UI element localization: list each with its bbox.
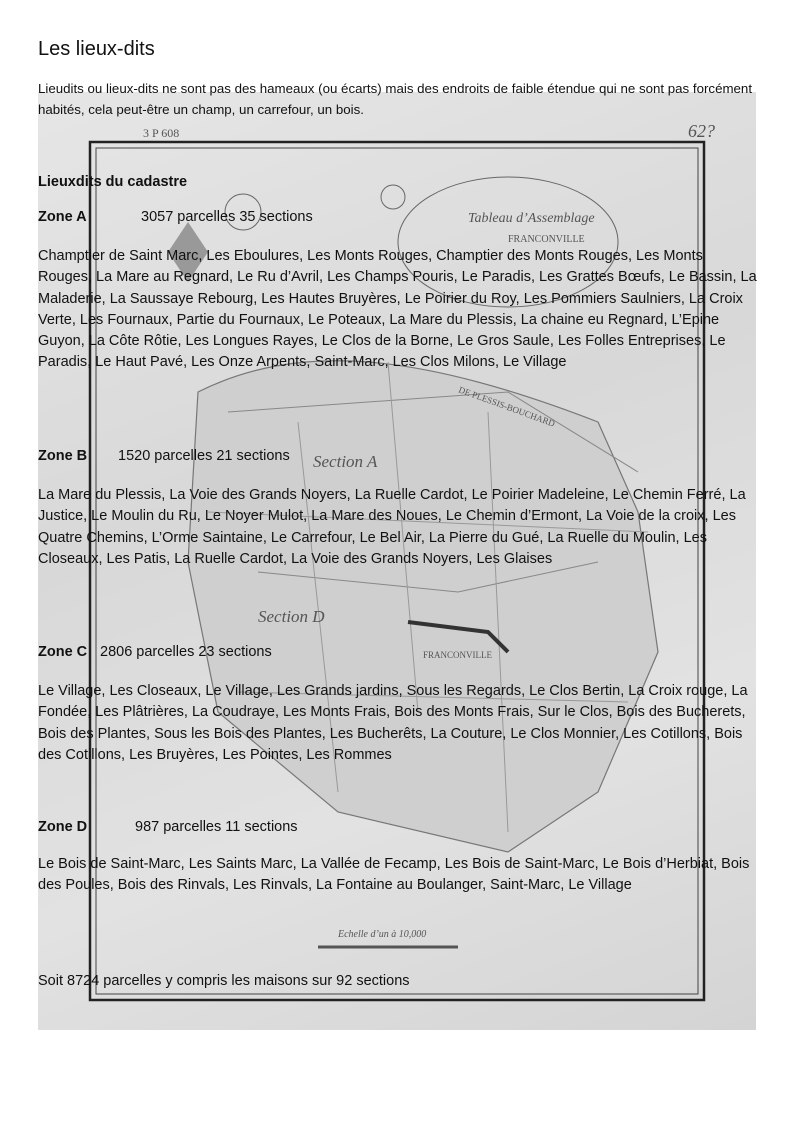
zone-label: Zone C [38, 644, 88, 660]
zone-places: Le Bois de Saint-Marc, Les Saints Marc, La Vallée de Fecamp, Les Bois de Saint-Marc, Le Bois d’Herbiat, Bois des Poules, Bois des Rinvals, Les Rinvals, La Fontaine au Boulanger, Saint-Marc, Le Village [38, 856, 750, 894]
archive-stamp-small-icon [381, 185, 405, 209]
zone-count: 987 parcelles 11 sections [135, 819, 298, 835]
total-text: Soit 8724 parcelles y compris les maisons sur 92 sections [38, 973, 410, 989]
zone-count: 3057 parcelles 35 sections [141, 209, 313, 225]
map-section-a: Section A [313, 452, 378, 471]
intro-text: Lieudits ou lieux-dits ne sont pas des hameaux (ou écarts) mais des endroits de faible étendue qui ne sont pas forcément habités, cela peut-être un champ, un carrefour, un bois. [38, 81, 753, 117]
map-ref-left: 3 P 608 [143, 126, 180, 140]
map-scale-label: Echelle d’un à 10,000 [338, 929, 427, 940]
zone-label: Zone D [38, 819, 88, 835]
map-title: Tableau d’Assemblage [468, 211, 595, 226]
zone-places: Le Village, Les Closeaux, Le Village, Les Grands jardins, Sous les Regards, Le Clos Bertin, La Croix rouge, La Fondée, Les Plâtrières, La Coudraye, Les Monts Frais, Bois des Monts Frais, Sur le Clos, Bois des Bucherets, Bois des Plantes, Sous les Bois des Plantes, Les Bucherêts, La Couture, Le Clos Monnier, Les Cotillons, Bois des Cotillons, Les Bruyères, Les Pointes, Les Rommes [38, 683, 748, 763]
map-town-name: FRANCONVILLE [508, 234, 585, 245]
map-town-center: FRANCONVILLE [423, 650, 492, 660]
page-title: Les lieux-dits [38, 38, 155, 60]
zone-places: La Mare du Plessis, La Voie des Grands Noyers, La Ruelle Cardot, Le Poirier Madeleine, Le Chemin Ferré, La Justice, Le Moulin du Ru, Le Noyer Mulot, La Mare des Noues, Le Chemin d’Ermont, La Voie de la croix, Les Quatre Chemins, L’Orme Saintaine, Le Carrefour, Le Bel Air, La Pierre du Gué, La Ruelle du Moulin, Les Closeaux, Les Patis, La Ruelle Cardot, La Voie des Grands Noyers, Les Glaises [38, 487, 746, 567]
map-road-label: DE PLESSIS-BOUCHARD [457, 384, 557, 429]
map-section-d: Section D [258, 607, 325, 626]
zone-count: 1520 parcelles 21 sections [118, 448, 290, 464]
zone-places: Champtier de Saint Marc, Les Eboulures, Les Monts Rouges, Champtier des Monts Rouges, Les Monts Rouges, La Mare au Regnard, Le Ru d’Avril, Les Champs Pouris, Le Paradis, Les Grattes Bœufs, Le Bassin, La Maladerie, La Saussaye Rebourg, Les Hautes Bruyères, Le Poirier du Roy, Les Pommiers Saulniers, La Croix Verte, Les Fournaux, Partie du Fournaux, Le Poteaux, La Mare du Plessis, La chaine eu Regnard, L’Epine Guyon, La Côte Rôtie, Les Longues Rayes, Le Clos de la Borne, Le Gros Saule, Les Folles Entreprises, Le Paradis, Le Haut Pavé, Les Onze Arpents, Saint-Marc, Les Clos Milons, Le Village [38, 248, 757, 371]
map-ref-right: 62? [688, 121, 715, 141]
zone-label: Zone A [38, 209, 87, 225]
zone-count: 2806 parcelles 23 sections [100, 644, 272, 660]
zone-label: Zone B [38, 448, 88, 464]
cadastre-heading: Lieuxdits du cadastre [38, 174, 188, 190]
